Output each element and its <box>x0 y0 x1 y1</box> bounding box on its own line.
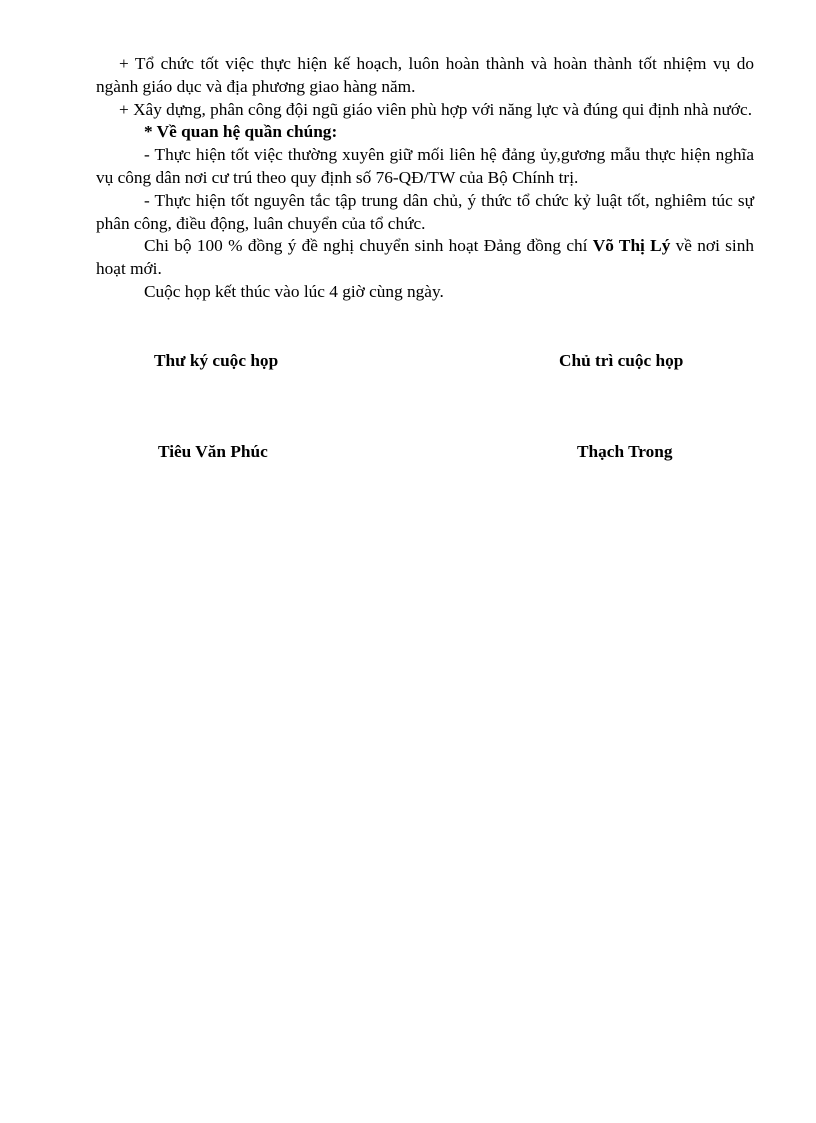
transfer-text-before: Chi bộ 100 % đồng ý đề nghị chuyển sinh hoạt Đảng đồng chí <box>144 236 593 256</box>
section-heading-mass-relations: * Về quan hệ quần chúng: <box>144 122 338 142</box>
secretary-title: Thư ký cuộc họp <box>154 351 279 370</box>
document-body <box>96 53 754 304</box>
chair-title: Chủ trì cuộc họp <box>559 351 684 370</box>
secretary-name: Tiêu Văn Phúc <box>158 442 268 461</box>
paragraph-democratic-centralism: - Thực hiện tốt nguyên tắc tập trung dân chủ, ý thức tổ chức kỷ luật tốt, nghiêm túc sự phân công, điều động, luân chuyển của tổ chức. <box>96 190 754 233</box>
paragraph-plan-execution: + Tổ chức tốt việc thực hiện kế hoạch, luôn hoàn thành và hoàn thành tốt nhiệm vụ do ngành giáo dục và địa phương giao hàng năm. <box>96 54 754 96</box>
transfer-text-after: về nơi sinh hoạt mới. <box>96 236 754 279</box>
paragraph-transfer-approval <box>96 235 754 281</box>
chair-name: Thạch Trong <box>577 442 673 461</box>
paragraph-party-liaison: - Thực hiện tốt việc thường xuyên giữ mối liên hệ đảng ủy,gương mẫu thực hiện nghĩa vụ công dân nơi cư trú theo quy định số 76-QĐ/TW của Bộ Chính trị. <box>96 145 754 187</box>
paragraph-meeting-end: Cuộc họp kết thúc vào lúc 4 giờ cùng ngày. <box>144 281 444 301</box>
member-name: Võ Thị Lý <box>592 236 671 256</box>
paragraph-teacher-assignment: + Xây dựng, phân công đội ngũ giáo viên phù hợp với năng lực và đúng qui định nhà nước. <box>119 99 753 119</box>
